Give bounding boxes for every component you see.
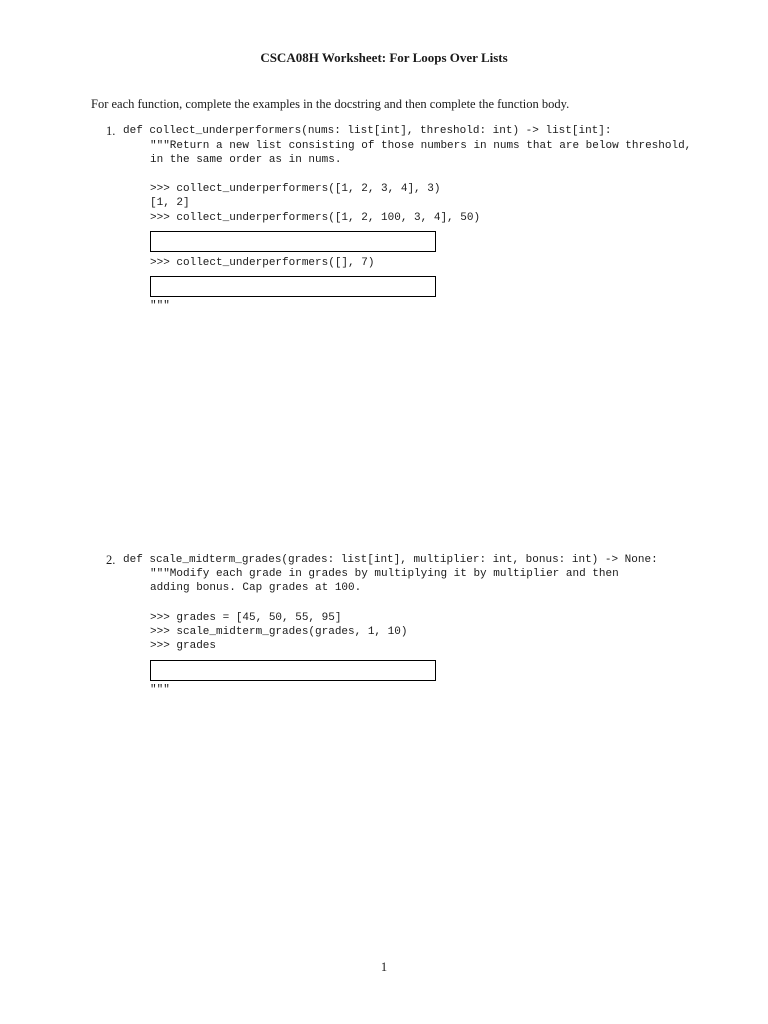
answer-box-3[interactable]: [150, 660, 436, 681]
example-line: >>> grades = [45, 50, 55, 95]: [150, 612, 342, 624]
function-signature: def collect_underperformers(nums: list[int], threshold: int) -> list[int]:: [123, 125, 612, 137]
docstring-end: """: [150, 684, 170, 696]
function-signature: def scale_midterm_grades(grades: list[int], multiplier: int, bonus: int) -> None:: [123, 554, 658, 566]
docstring-line: """Return a new list consisting of those numbers in nums that are below threshold,: [150, 140, 692, 152]
docstring-end: """: [150, 300, 170, 312]
question-number: 1.: [106, 124, 116, 138]
question-number: 2.: [106, 553, 116, 567]
example-line: >>> grades: [150, 640, 217, 652]
example-result: [1, 2]: [150, 197, 190, 209]
answer-box-2[interactable]: [150, 276, 436, 297]
instructions: For each function, complete the examples in the docstring and then complete the function body.: [91, 97, 570, 111]
example-call: >>> collect_underperformers([1, 2, 3, 4], 3): [150, 183, 441, 195]
docstring-line: """Modify each grade in grades by multiplying it by multiplier and then: [150, 568, 619, 580]
example-call: >>> collect_underperformers([], 7): [150, 257, 375, 269]
answer-box-1[interactable]: [150, 231, 436, 252]
docstring-line: adding bonus. Cap grades at 100.: [150, 582, 362, 594]
example-line: >>> scale_midterm_grades(grades, 1, 10): [150, 626, 408, 638]
example-call: >>> collect_underperformers([1, 2, 100, 3, 4], 50): [150, 212, 481, 224]
page-number: 1: [380, 960, 388, 974]
docstring-line: in the same order as in nums.: [150, 154, 342, 166]
page-title: CSCA08H Worksheet: For Loops Over Lists: [260, 50, 508, 65]
